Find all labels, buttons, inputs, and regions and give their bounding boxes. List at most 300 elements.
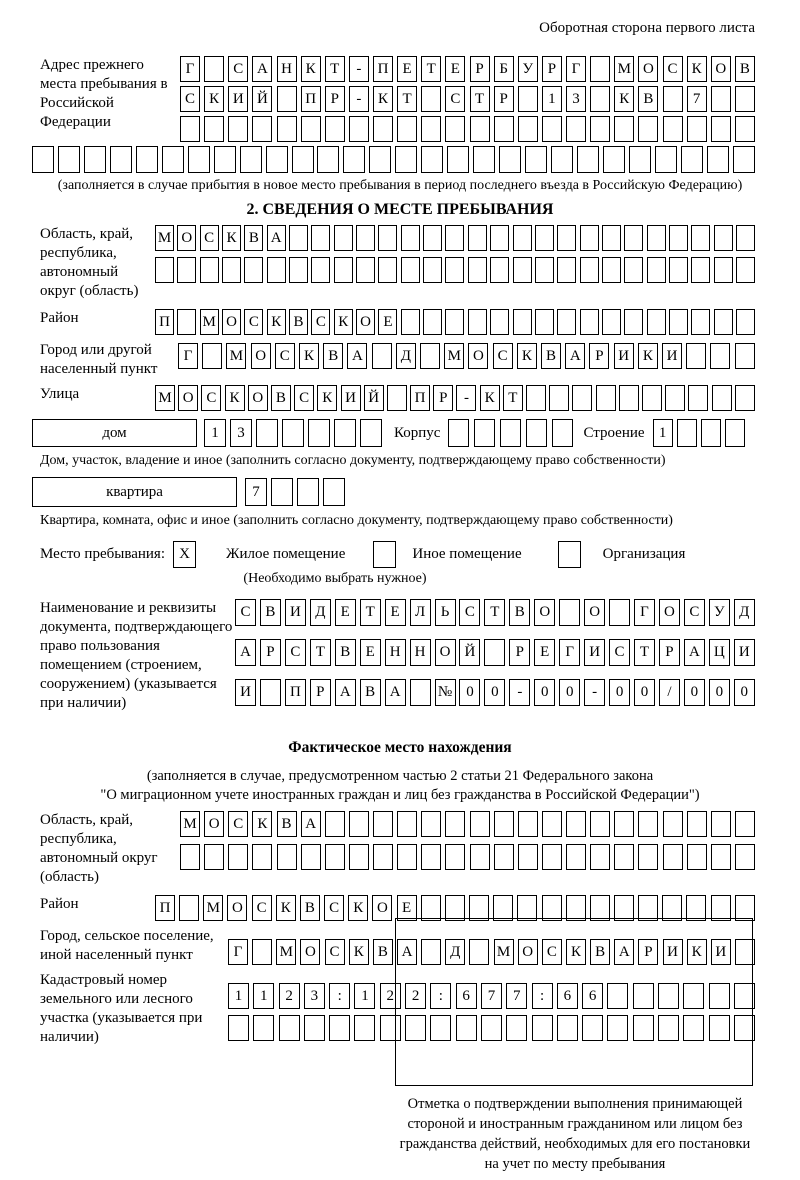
char-cell[interactable] (663, 844, 683, 870)
prev-address-row-1[interactable] (180, 56, 755, 82)
char-cell[interactable] (282, 419, 304, 447)
char-cell[interactable]: Р (494, 86, 514, 112)
char-cell[interactable] (736, 225, 755, 251)
char-cell[interactable]: М (155, 385, 175, 411)
char-cell[interactable] (714, 257, 733, 283)
char-cell[interactable] (401, 257, 420, 283)
char-cell[interactable] (277, 844, 297, 870)
char-cell[interactable] (343, 146, 365, 173)
char-cell[interactable]: Т (325, 56, 345, 82)
char-cell[interactable] (557, 257, 576, 283)
char-cell[interactable] (325, 844, 345, 870)
char-cell[interactable]: Г (228, 939, 248, 965)
char-cell[interactable]: Д (734, 599, 755, 626)
char-cell[interactable]: 3 (230, 419, 252, 447)
char-cell[interactable] (349, 844, 369, 870)
char-cell[interactable]: - (509, 679, 530, 706)
char-cell[interactable] (155, 257, 174, 283)
char-cell[interactable] (373, 844, 393, 870)
char-cell[interactable]: С (201, 385, 221, 411)
char-cell[interactable]: 2 (380, 983, 401, 1009)
char-cell[interactable] (325, 116, 345, 142)
char-cell[interactable]: О (178, 385, 198, 411)
char-cell[interactable]: С (663, 56, 683, 82)
char-cell[interactable]: С (252, 895, 272, 921)
char-cell[interactable]: 0 (534, 679, 555, 706)
char-cell[interactable]: О (204, 811, 224, 837)
char-cell[interactable]: - (456, 385, 476, 411)
char-cell[interactable]: С (294, 385, 314, 411)
char-cell[interactable]: Г (178, 343, 198, 369)
char-cell[interactable] (614, 811, 634, 837)
char-cell[interactable] (590, 56, 610, 82)
char-cell[interactable] (308, 419, 330, 447)
char-cell[interactable] (518, 86, 538, 112)
char-cell[interactable]: М (226, 343, 246, 369)
char-cell[interactable] (325, 811, 345, 837)
char-cell[interactable]: 0 (609, 679, 630, 706)
char-cell[interactable]: О (248, 385, 268, 411)
char-cell[interactable]: 6 (557, 983, 578, 1009)
char-cell[interactable] (725, 419, 745, 447)
char-cell[interactable] (373, 116, 393, 142)
char-cell[interactable]: И (711, 939, 731, 965)
char-cell[interactable]: П (155, 895, 175, 921)
char-cell[interactable] (549, 385, 569, 411)
char-cell[interactable]: 1 (354, 983, 375, 1009)
char-cell[interactable]: Г (566, 56, 586, 82)
char-cell[interactable] (603, 146, 625, 173)
char-cell[interactable] (277, 116, 297, 142)
char-cell[interactable] (354, 1015, 375, 1041)
char-cell[interactable]: М (203, 895, 223, 921)
char-cell[interactable] (470, 116, 490, 142)
char-cell[interactable]: В (277, 811, 297, 837)
char-cell[interactable] (686, 343, 706, 369)
char-cell[interactable] (624, 309, 643, 335)
char-cell[interactable]: К (317, 385, 337, 411)
char-cell[interactable] (490, 257, 509, 283)
char-cell[interactable] (735, 116, 755, 142)
char-cell[interactable] (317, 146, 339, 173)
char-cell[interactable] (638, 116, 658, 142)
char-cell[interactable] (253, 1015, 274, 1041)
char-cell[interactable] (410, 679, 431, 706)
char-cell[interactable]: К (299, 343, 319, 369)
char-cell[interactable] (470, 844, 490, 870)
char-cell[interactable] (638, 811, 658, 837)
char-cell[interactable] (289, 257, 308, 283)
char-cell[interactable] (445, 811, 465, 837)
char-cell[interactable] (421, 116, 441, 142)
char-cell[interactable] (266, 146, 288, 173)
char-cell[interactable]: А (335, 679, 356, 706)
char-cell[interactable]: К (334, 309, 353, 335)
char-cell[interactable]: Р (470, 56, 490, 82)
char-cell[interactable]: С (325, 939, 345, 965)
char-cell[interactable]: 1 (204, 419, 226, 447)
char-cell[interactable]: 7 (481, 983, 502, 1009)
char-cell[interactable]: 7 (687, 86, 707, 112)
char-cell[interactable]: О (177, 225, 196, 251)
char-cell[interactable]: - (349, 56, 369, 82)
char-cell[interactable]: Р (509, 639, 530, 666)
char-cell[interactable] (279, 1015, 300, 1041)
char-cell[interactable]: С (542, 939, 562, 965)
char-cell[interactable] (663, 116, 683, 142)
char-cell[interactable] (638, 844, 658, 870)
char-cell[interactable] (669, 257, 688, 283)
char-cell[interactable] (691, 309, 710, 335)
document-row-1[interactable] (235, 599, 755, 626)
char-cell[interactable] (494, 116, 514, 142)
char-cell[interactable] (687, 844, 707, 870)
char-cell[interactable]: Т (421, 56, 441, 82)
char-cell[interactable]: К (614, 86, 634, 112)
char-cell[interactable] (179, 895, 199, 921)
char-cell[interactable] (559, 599, 580, 626)
char-cell[interactable]: М (494, 939, 514, 965)
char-cell[interactable]: Т (397, 86, 417, 112)
char-cell[interactable]: Г (559, 639, 580, 666)
char-cell[interactable]: М (276, 939, 296, 965)
char-cell[interactable] (297, 478, 319, 506)
char-cell[interactable] (535, 225, 554, 251)
char-cell[interactable] (136, 146, 158, 173)
char-cell[interactable] (421, 811, 441, 837)
char-cell[interactable] (714, 309, 733, 335)
char-cell[interactable]: Р (325, 86, 345, 112)
char-cell[interactable] (566, 116, 586, 142)
char-cell[interactable] (200, 257, 219, 283)
char-cell[interactable]: О (356, 309, 375, 335)
char-cell[interactable] (58, 146, 80, 173)
char-cell[interactable] (557, 309, 576, 335)
char-cell[interactable]: А (347, 343, 367, 369)
char-cell[interactable]: К (276, 895, 296, 921)
char-cell[interactable]: А (252, 56, 272, 82)
char-cell[interactable] (323, 478, 345, 506)
char-cell[interactable]: М (614, 56, 634, 82)
char-cell[interactable] (271, 478, 293, 506)
char-cell[interactable]: В (271, 385, 291, 411)
char-cell[interactable]: С (684, 599, 705, 626)
char-cell[interactable] (602, 225, 621, 251)
char-cell[interactable] (687, 811, 707, 837)
char-cell[interactable] (484, 639, 505, 666)
char-cell[interactable] (681, 146, 703, 173)
char-cell[interactable] (252, 939, 272, 965)
char-cell[interactable]: Е (534, 639, 555, 666)
char-cell[interactable]: 1 (228, 983, 249, 1009)
char-cell[interactable] (356, 225, 375, 251)
char-cell[interactable] (447, 146, 469, 173)
char-cell[interactable]: И (228, 86, 248, 112)
char-cell[interactable]: В (289, 309, 308, 335)
char-cell[interactable]: К (225, 385, 245, 411)
char-cell[interactable] (735, 811, 755, 837)
char-cell[interactable]: С (200, 225, 219, 251)
document-row-2[interactable] (235, 639, 755, 666)
char-cell[interactable]: К (267, 309, 286, 335)
char-cell[interactable] (349, 116, 369, 142)
char-cell[interactable] (162, 146, 184, 173)
char-cell[interactable] (256, 419, 278, 447)
char-cell[interactable] (551, 146, 573, 173)
char-cell[interactable] (420, 343, 440, 369)
char-cell[interactable] (707, 146, 729, 173)
char-cell[interactable] (669, 225, 688, 251)
char-cell[interactable] (596, 385, 616, 411)
char-cell[interactable] (260, 679, 281, 706)
char-cell[interactable]: Е (360, 639, 381, 666)
char-cell[interactable] (609, 599, 630, 626)
char-cell[interactable]: С (228, 56, 248, 82)
char-cell[interactable] (665, 385, 685, 411)
char-cell[interactable]: И (341, 385, 361, 411)
char-cell[interactable]: Т (484, 599, 505, 626)
char-cell[interactable]: Ц (709, 639, 730, 666)
char-cell[interactable]: В (509, 599, 530, 626)
char-cell[interactable]: К (204, 86, 224, 112)
char-cell[interactable]: Т (470, 86, 490, 112)
char-cell[interactable] (580, 309, 599, 335)
char-cell[interactable]: / (659, 679, 680, 706)
char-cell[interactable]: И (734, 639, 755, 666)
char-cell[interactable] (474, 419, 495, 447)
char-cell[interactable] (513, 309, 532, 335)
char-cell[interactable]: К (480, 385, 500, 411)
char-cell[interactable]: : (430, 983, 451, 1009)
char-cell[interactable]: К (349, 939, 369, 965)
char-cell[interactable]: В (638, 86, 658, 112)
char-cell[interactable]: О (227, 895, 247, 921)
char-cell[interactable]: В (244, 225, 263, 251)
char-cell[interactable] (395, 146, 417, 173)
char-cell[interactable] (580, 257, 599, 283)
char-cell[interactable]: Й (459, 639, 480, 666)
char-cell[interactable]: Е (397, 895, 417, 921)
char-cell[interactable]: П (410, 385, 430, 411)
char-cell[interactable]: 1 (542, 86, 562, 112)
char-cell[interactable]: О (518, 939, 538, 965)
char-cell[interactable] (711, 811, 731, 837)
stroenie-cells[interactable] (653, 419, 745, 447)
char-cell[interactable] (397, 811, 417, 837)
char-cell[interactable] (619, 385, 639, 411)
char-cell[interactable] (735, 86, 755, 112)
char-cell[interactable] (490, 309, 509, 335)
char-cell[interactable]: А (684, 639, 705, 666)
char-cell[interactable]: С (228, 811, 248, 837)
prev-address-row-3[interactable] (180, 116, 755, 142)
char-cell[interactable]: В (323, 343, 343, 369)
char-cell[interactable] (177, 257, 196, 283)
char-cell[interactable] (735, 844, 755, 870)
char-cell[interactable] (445, 225, 464, 251)
char-cell[interactable] (228, 1015, 249, 1041)
char-cell[interactable] (421, 86, 441, 112)
char-cell[interactable]: 7 (245, 478, 267, 506)
char-cell[interactable]: Д (310, 599, 331, 626)
char-cell[interactable]: А (385, 679, 406, 706)
char-cell[interactable]: Й (252, 86, 272, 112)
char-cell[interactable] (499, 146, 521, 173)
char-cell[interactable] (468, 257, 487, 283)
region-row-1[interactable] (155, 225, 755, 251)
char-cell[interactable]: А (614, 939, 634, 965)
char-cell[interactable] (204, 116, 224, 142)
char-cell[interactable]: М (444, 343, 464, 369)
char-cell[interactable] (228, 116, 248, 142)
char-cell[interactable] (655, 146, 677, 173)
char-cell[interactable]: К (373, 86, 393, 112)
char-cell[interactable] (356, 257, 375, 283)
other-premises-checkbox[interactable] (373, 541, 396, 568)
char-cell[interactable]: К (348, 895, 368, 921)
char-cell[interactable]: М (200, 309, 219, 335)
char-cell[interactable]: П (285, 679, 306, 706)
char-cell[interactable]: В (360, 679, 381, 706)
char-cell[interactable] (590, 116, 610, 142)
fact-region-row-1[interactable] (180, 811, 755, 837)
char-cell[interactable] (733, 146, 755, 173)
char-cell[interactable] (423, 309, 442, 335)
char-cell[interactable] (311, 257, 330, 283)
char-cell[interactable]: И (662, 343, 682, 369)
char-cell[interactable] (252, 844, 272, 870)
char-cell[interactable]: О (638, 56, 658, 82)
street-row[interactable] (155, 385, 755, 411)
char-cell[interactable]: 0 (459, 679, 480, 706)
char-cell[interactable] (490, 225, 509, 251)
char-cell[interactable] (624, 225, 643, 251)
char-cell[interactable] (542, 811, 562, 837)
char-cell[interactable] (401, 225, 420, 251)
char-cell[interactable] (735, 385, 755, 411)
char-cell[interactable] (334, 257, 353, 283)
char-cell[interactable] (590, 844, 610, 870)
char-cell[interactable]: С (275, 343, 295, 369)
char-cell[interactable] (334, 225, 353, 251)
char-cell[interactable]: О (534, 599, 555, 626)
char-cell[interactable] (204, 844, 224, 870)
char-cell[interactable]: А (235, 639, 256, 666)
char-cell[interactable]: К (301, 56, 321, 82)
char-cell[interactable]: 6 (456, 983, 477, 1009)
char-cell[interactable] (518, 116, 538, 142)
char-cell[interactable] (277, 86, 297, 112)
char-cell[interactable]: О (659, 599, 680, 626)
char-cell[interactable]: И (584, 639, 605, 666)
char-cell[interactable]: Ь (435, 599, 456, 626)
char-cell[interactable] (688, 385, 708, 411)
char-cell[interactable] (535, 257, 554, 283)
char-cell[interactable] (647, 257, 666, 283)
char-cell[interactable]: И (235, 679, 256, 706)
char-cell[interactable] (372, 343, 392, 369)
char-cell[interactable] (421, 146, 443, 173)
char-cell[interactable] (580, 225, 599, 251)
char-cell[interactable] (557, 225, 576, 251)
fact-region-row-2[interactable] (180, 844, 755, 870)
char-cell[interactable]: Р (638, 939, 658, 965)
char-cell[interactable]: В (590, 939, 610, 965)
char-cell[interactable]: М (155, 225, 174, 251)
char-cell[interactable]: С (324, 895, 344, 921)
char-cell[interactable]: Н (410, 639, 431, 666)
char-cell[interactable]: Т (503, 385, 523, 411)
char-cell[interactable] (240, 146, 262, 173)
char-cell[interactable] (292, 146, 314, 173)
char-cell[interactable] (602, 257, 621, 283)
char-cell[interactable]: Р (542, 56, 562, 82)
char-cell[interactable] (84, 146, 106, 173)
char-cell[interactable]: М (180, 811, 200, 837)
char-cell[interactable] (468, 309, 487, 335)
char-cell[interactable] (525, 146, 547, 173)
char-cell[interactable]: С (493, 343, 513, 369)
char-cell[interactable] (180, 116, 200, 142)
house-type-box[interactable]: дом (32, 419, 197, 447)
char-cell[interactable] (691, 225, 710, 251)
char-cell[interactable] (687, 116, 707, 142)
char-cell[interactable] (369, 146, 391, 173)
district-row[interactable] (155, 309, 755, 335)
char-cell[interactable] (177, 309, 196, 335)
prev-address-row-4[interactable] (32, 146, 755, 173)
char-cell[interactable] (669, 309, 688, 335)
char-cell[interactable]: Р (260, 639, 281, 666)
prev-address-row-2[interactable] (180, 86, 755, 112)
char-cell[interactable] (518, 844, 538, 870)
char-cell[interactable] (494, 844, 514, 870)
char-cell[interactable]: Е (335, 599, 356, 626)
char-cell[interactable]: О (584, 599, 605, 626)
char-cell[interactable] (244, 257, 263, 283)
char-cell[interactable] (349, 811, 369, 837)
char-cell[interactable]: К (687, 939, 707, 965)
char-cell[interactable] (518, 811, 538, 837)
char-cell[interactable]: А (267, 225, 286, 251)
char-cell[interactable]: Б (494, 56, 514, 82)
char-cell[interactable]: 2 (279, 983, 300, 1009)
char-cell[interactable] (572, 385, 592, 411)
char-cell[interactable] (214, 146, 236, 173)
char-cell[interactable]: 3 (304, 983, 325, 1009)
char-cell[interactable] (360, 419, 382, 447)
char-cell[interactable] (397, 844, 417, 870)
char-cell[interactable]: Н (385, 639, 406, 666)
char-cell[interactable]: 0 (484, 679, 505, 706)
char-cell[interactable]: С (609, 639, 630, 666)
char-cell[interactable]: Р (433, 385, 453, 411)
char-cell[interactable] (421, 844, 441, 870)
char-cell[interactable]: 0 (684, 679, 705, 706)
char-cell[interactable]: С (445, 86, 465, 112)
apartment-type-box[interactable]: квартира (32, 477, 237, 507)
char-cell[interactable]: 7 (506, 983, 527, 1009)
char-cell[interactable] (736, 257, 755, 283)
char-cell[interactable]: К (252, 811, 272, 837)
char-cell[interactable]: Й (364, 385, 384, 411)
char-cell[interactable] (445, 257, 464, 283)
apartment-number-cells[interactable] (245, 478, 345, 506)
char-cell[interactable] (311, 225, 330, 251)
char-cell[interactable]: С (235, 599, 256, 626)
char-cell[interactable]: У (518, 56, 538, 82)
char-cell[interactable] (566, 811, 586, 837)
